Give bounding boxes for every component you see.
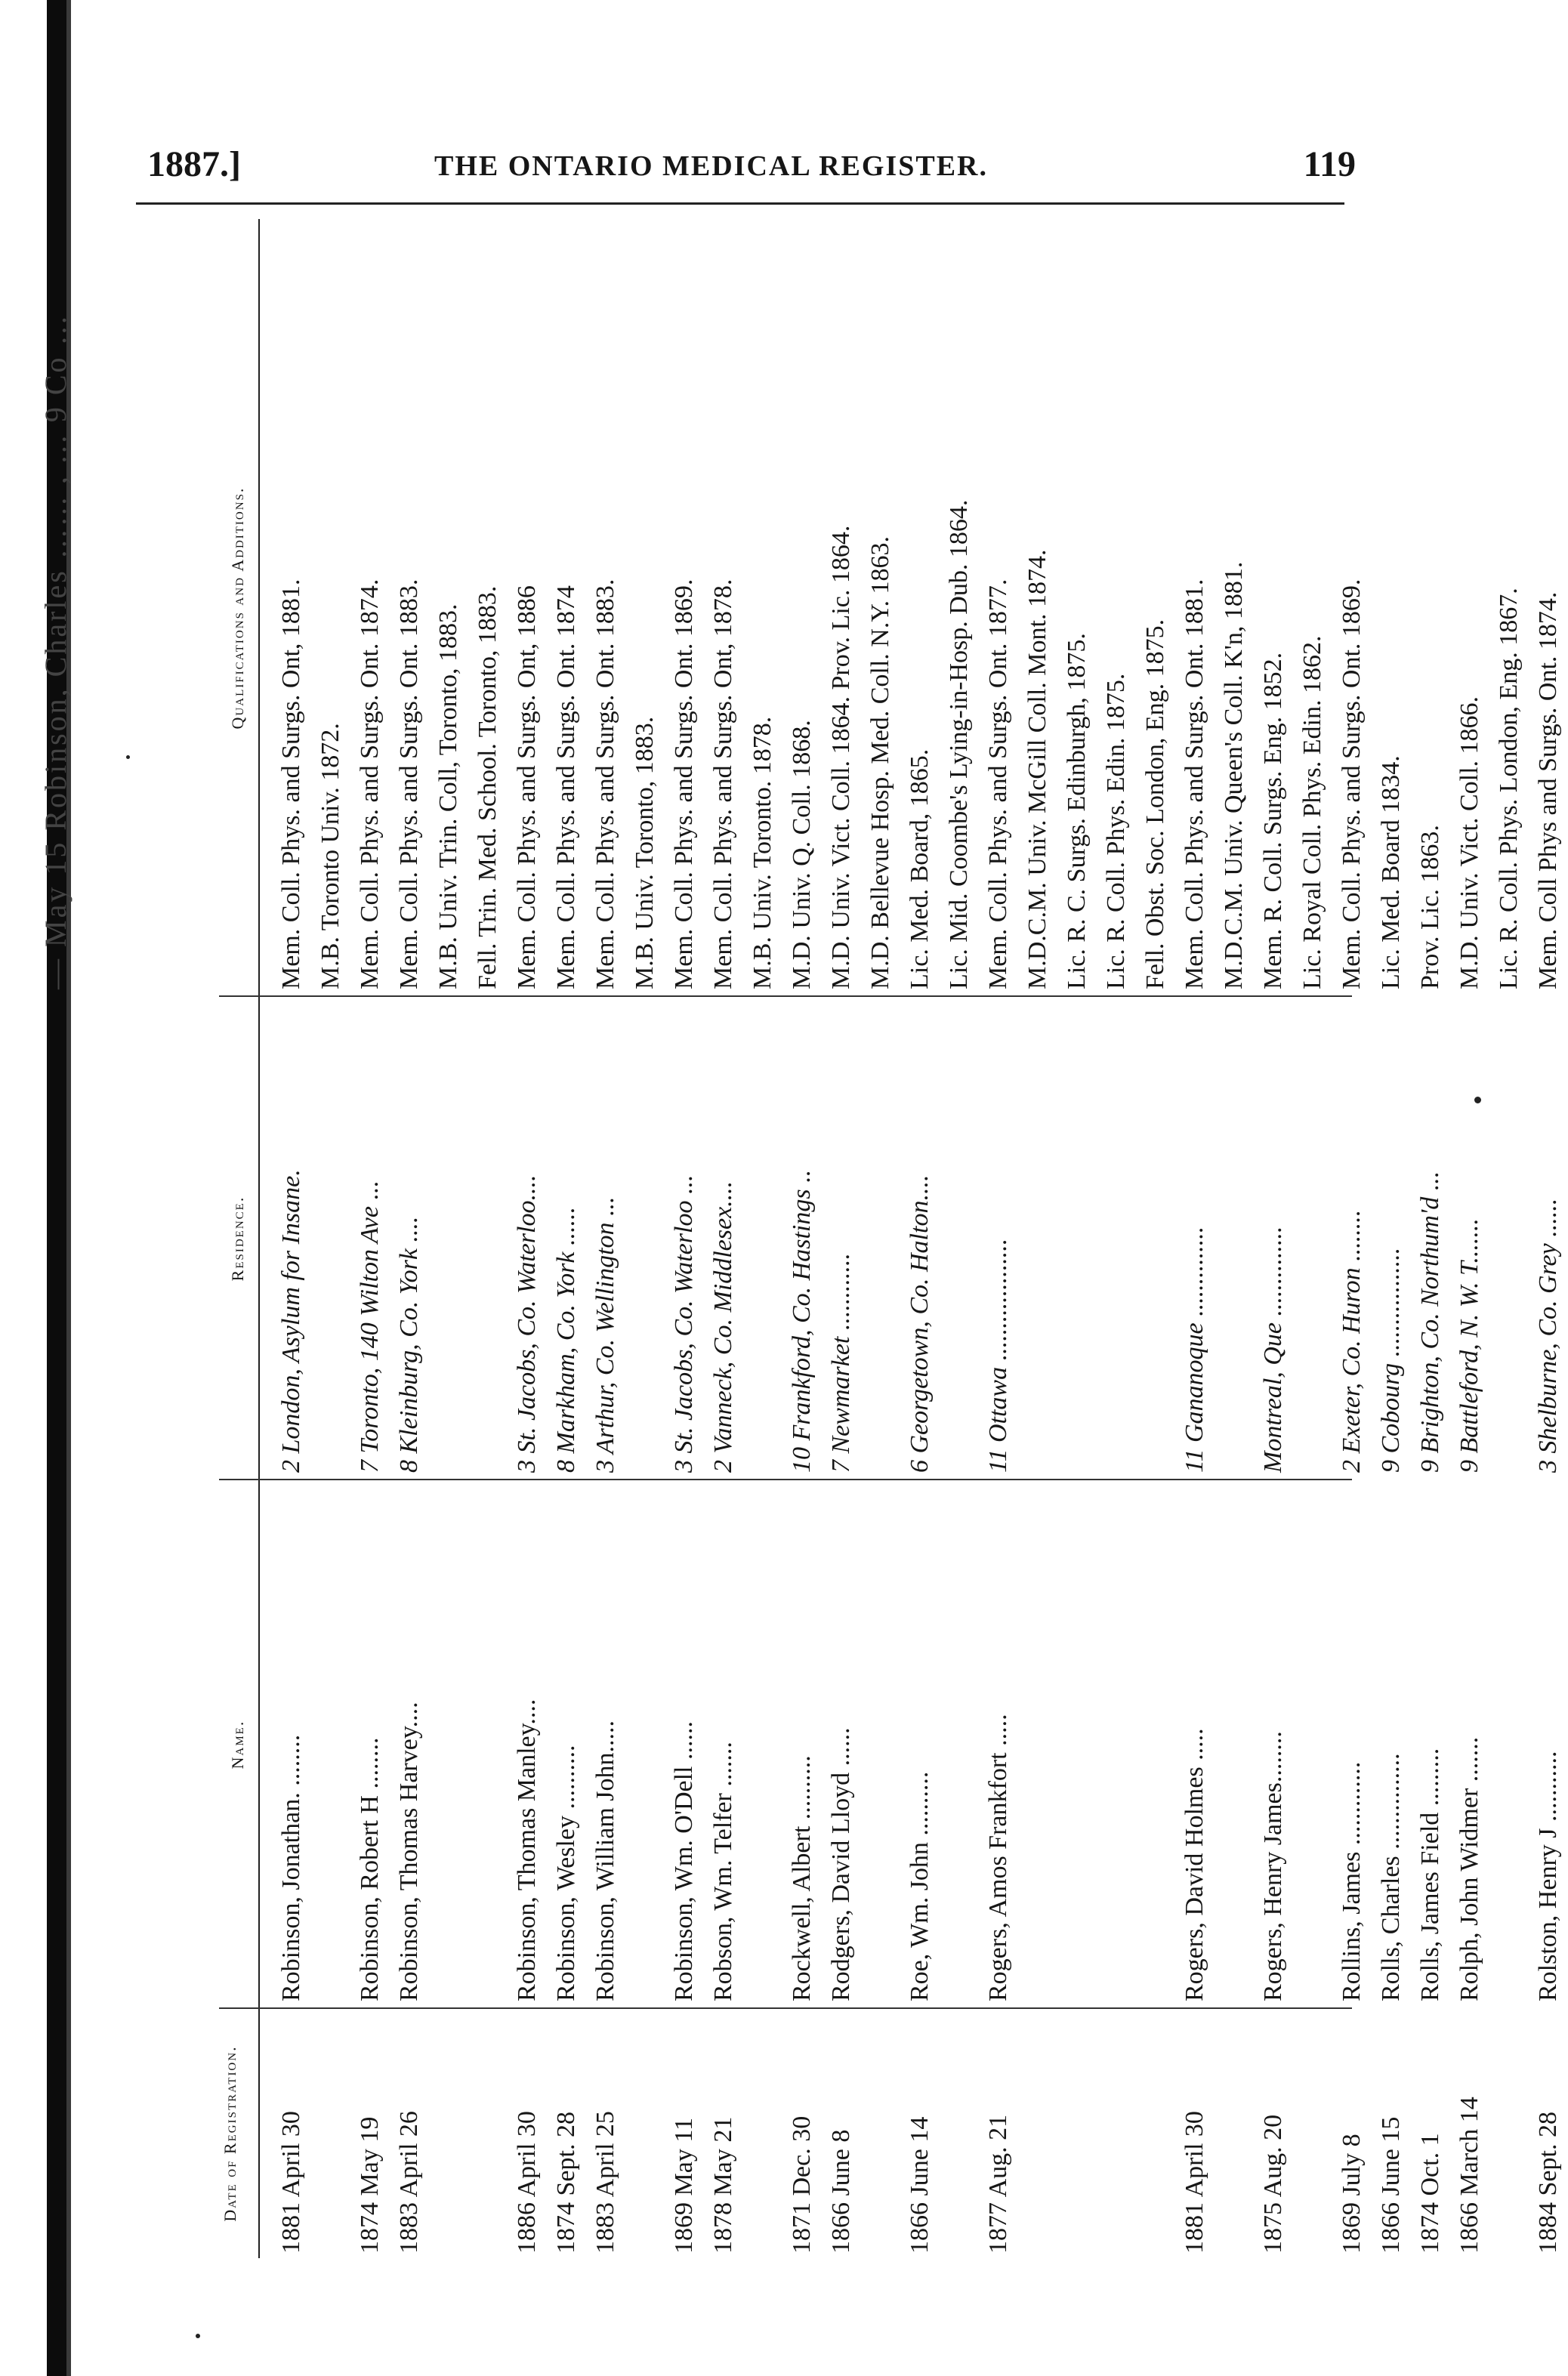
registrant-name: Robinson, Wm. O'Dell ...... — [670, 1721, 698, 2001]
registration-date — [1097, 2012, 1136, 2254]
column-heading-name: Name. — [228, 1720, 247, 1770]
qualification: Mem. Coll. Phys. and Surgs. Ont. 1874 — [552, 585, 580, 989]
registrant-name: Robson, Wm. Telfer ....... — [709, 1742, 737, 2001]
residence: 3 Arthur, Co. Wellington ... — [591, 1196, 619, 1473]
residence: 8 Kleinburg, Co. York .... — [395, 1216, 423, 1473]
registration-date: 1874 Oct. 1 — [1416, 2133, 1444, 2254]
table-row — [1489, 219, 1529, 2258]
residence: 11 Gananoque .............. — [1181, 1226, 1208, 1473]
table-row — [665, 219, 704, 2258]
register-table — [219, 219, 1562, 2258]
qualification: M.B. Univ. Toronto, 1883. — [631, 716, 659, 989]
residence — [1215, 1004, 1254, 1473]
qualification: M.D. Univ. Q. Coll. 1868. — [788, 720, 816, 989]
qualification: Lic. Med. Board 1834. — [1377, 755, 1405, 989]
residence — [311, 1004, 350, 1473]
qualification: Mem. Coll. Phys. and Surgs. Ont. 1874. — [356, 579, 384, 989]
registrant-name — [1018, 1488, 1057, 2001]
registration-date: 1866 June 14 — [906, 2116, 934, 2254]
residence: 6 Georgetown, Co. Halton.... — [906, 1174, 934, 1473]
qualification: M.D. Bellevue Hosp. Med. Coll. N.Y. 1863. — [866, 535, 894, 989]
table-row — [547, 219, 586, 2258]
table-row — [861, 219, 900, 2258]
table-row — [1372, 219, 1411, 2258]
header-title: THE ONTARIO MEDICAL REGISTER. — [434, 150, 988, 182]
table-row — [1057, 219, 1097, 2258]
residence — [625, 1004, 665, 1473]
residence — [1057, 1004, 1097, 1473]
registration-date: 1869 July 8 — [1338, 2134, 1366, 2254]
table-row — [1018, 219, 1057, 2258]
table-row — [1529, 219, 1568, 2258]
qualification: Mem. Coll Phys and Surgs. Ont. 1874. — [1534, 591, 1562, 989]
qualification: M.D. Univ. Vict. Coll. 1866. — [1455, 696, 1483, 989]
qualification: Mem. Coll. Phys. and Surgs. Ont. 1877. — [984, 579, 1012, 989]
registration-date: 1881 April 30 — [277, 2111, 305, 2254]
registration-date — [1057, 2012, 1097, 2254]
column-headings — [219, 219, 260, 2258]
registrant-name — [1097, 1488, 1136, 2001]
qualification: Mem. Coll. Phys. and Surgs. Ont. 1883. — [395, 579, 423, 989]
registration-date — [1489, 2012, 1529, 2254]
table-row — [311, 219, 350, 2258]
registration-date: 1877 Aug. 21 — [984, 2114, 1012, 2254]
registration-date — [1018, 2012, 1057, 2254]
registrant-name — [861, 1488, 900, 2001]
registration-date — [311, 2012, 350, 2254]
page-number: 119 — [1303, 144, 1356, 184]
registration-date: 1866 June 15 — [1377, 2116, 1405, 2254]
registration-date: 1874 May 19 — [356, 2116, 384, 2254]
table-row — [429, 219, 468, 2258]
paper-speck — [1474, 1097, 1481, 1103]
registrant-name — [311, 1488, 350, 2001]
registrant-name: Robinson, Jonathan. ........ — [277, 1734, 305, 2001]
registrant-name — [1057, 1488, 1097, 2001]
registration-date — [625, 2012, 665, 2254]
table-row — [704, 219, 743, 2258]
paper-speck — [126, 755, 130, 759]
registrant-name: Rogers, Henry James........ — [1259, 1731, 1287, 2001]
registration-date: 1886 April 30 — [513, 2111, 541, 2254]
column-heading-qualifications: Qualifications and Additions. — [228, 486, 247, 730]
qualification: Lic. R. C. Surgs. Edinburgh, 1875. — [1063, 633, 1091, 989]
residence: 3 Shelburne, Co. Grey ...... — [1534, 1198, 1562, 1473]
registrant-name: Rolston, Henry J ........... — [1534, 1751, 1562, 2001]
residence: 10 Frankford, Co. Hastings .. — [788, 1169, 816, 1473]
qualification: M.B. Univ. Trin. Coll, Toronto, 1883. — [434, 603, 462, 989]
residence — [1293, 1004, 1332, 1473]
registrant-name: Robinson, Thomas Manley.... — [513, 1699, 541, 2001]
qualification: Lic. Royal Coll. Phys. Edin. 1862. — [1298, 635, 1326, 989]
table-row — [390, 219, 429, 2258]
registrant-name: Rogers, Amos Frankfort ..... — [984, 1714, 1012, 2001]
table-row — [508, 219, 547, 2258]
registrant-name: Rogers, David Holmes ..... — [1181, 1728, 1208, 2001]
qualification: Fell. Trin. Med. School. Toronto, 1883. — [474, 585, 502, 989]
residence: 7 Newmarket ............ — [827, 1253, 855, 1473]
registration-date — [743, 2012, 782, 2254]
registration-date: 1881 April 30 — [1181, 2111, 1208, 2254]
residence — [743, 1004, 782, 1473]
table-row — [822, 219, 861, 2258]
residence — [1097, 1004, 1136, 1473]
registrant-name — [429, 1488, 468, 2001]
qualification: Mem. Coll. Phys. and Surgs. Ont. 1881. — [1181, 579, 1208, 989]
qualification: Lic. R. Coll. Phys. Edin. 1875. — [1102, 673, 1130, 989]
registration-date — [1136, 2012, 1175, 2254]
registrant-name — [1136, 1488, 1175, 2001]
residence: 9 Brighton, Co. Northum'd ... — [1416, 1171, 1444, 1473]
registration-date: 1884 Sept. 28 — [1534, 2112, 1562, 2254]
qualification: Lic. Med. Board, 1865. — [906, 748, 934, 989]
residence: 2 London, Asylum for Insane. — [277, 1169, 305, 1473]
qualification: Mem. R. Coll. Surgs. Eng. 1852. — [1259, 652, 1287, 989]
qualification: M.D.C.M. Univ. Queen's Coll. K'n, 1881. — [1220, 561, 1248, 989]
qualification: Fell. Obst. Soc. London, Eng. 1875. — [1141, 619, 1169, 989]
registrant-name — [468, 1488, 508, 2001]
residence — [429, 1004, 468, 1473]
residence: 9 Battleford, N. W. T....... — [1455, 1218, 1483, 1473]
register-entries — [272, 219, 1568, 2258]
registrant-name: Rockwell, Albert .......... — [788, 1755, 816, 2001]
registrant-name: Rolls, James Field ......... — [1416, 1748, 1444, 2001]
registration-date: 1871 Dec. 30 — [788, 2115, 816, 2254]
registrant-name — [1293, 1488, 1332, 2001]
registrant-name — [940, 1488, 979, 2001]
registrant-name — [1489, 1488, 1529, 2001]
qualification: M.B. Toronto Univ. 1872. — [316, 723, 344, 989]
registration-date: 1883 April 25 — [591, 2111, 619, 2254]
qualification: M.D. Univ. Vict. Coll. 1864. Prov. Lic. 1864. — [827, 525, 855, 989]
table-row — [782, 219, 822, 2258]
residence: Montreal, Que .............. — [1259, 1226, 1287, 1473]
qualification: Mem. Coll. Phys. and Surgs. Ont. 1883. — [591, 579, 619, 989]
registration-date: 1883 April 26 — [395, 2111, 423, 2254]
paper-speck — [196, 2334, 200, 2338]
table-row — [1450, 219, 1489, 2258]
registration-date — [940, 2012, 979, 2254]
column-heading-date: Date of Registration. — [221, 2045, 239, 2222]
table-row — [586, 219, 625, 2258]
registration-date: 1866 June 8 — [827, 2129, 855, 2254]
table-row — [1215, 219, 1254, 2258]
qualification: Mem. Coll. Phys. and Surgs. Ont. 1869. — [670, 579, 698, 989]
header-rule — [136, 202, 1344, 205]
residence: 9 Cobourg ................. — [1377, 1247, 1405, 1473]
qualification: Mem. Coll. Phys. and Surgs. Ont, 1881. — [277, 579, 305, 989]
registrant-name: Rodgers, David Lloyd ...... — [827, 1727, 855, 2001]
registrant-name: Rollins, James ............. — [1338, 1761, 1366, 2001]
residence — [1018, 1004, 1057, 1473]
residence: 7 Toronto, 140 Wilton Ave ... — [356, 1180, 384, 1473]
registrant-name: Robinson, Wesley .......... — [552, 1745, 580, 2001]
registrant-name — [625, 1488, 665, 2001]
table-row — [1411, 219, 1450, 2258]
residence: 3 St. Jacobs, Co. Waterloo.... — [513, 1174, 541, 1473]
registration-date: 1878 May 21 — [709, 2116, 737, 2254]
table-row — [900, 219, 940, 2258]
table-row — [1097, 219, 1136, 2258]
registrant-name — [1215, 1488, 1254, 2001]
table-row — [979, 219, 1018, 2258]
qualification: Lic. R. Coll. Phys. London, Eng. 1867. — [1495, 588, 1523, 989]
table-row — [1175, 219, 1215, 2258]
bleed-through-text: — May 15 Robinson, Charles …… , … 9 Co … — [39, 313, 73, 989]
registration-date — [468, 2012, 508, 2254]
registration-date: 1875 Aug. 20 — [1259, 2114, 1287, 2254]
registration-date: 1869 May 11 — [670, 2117, 698, 2254]
page-header — [147, 143, 1356, 196]
registration-date — [861, 2012, 900, 2254]
residence: 8 Markham, Co. York ...... — [552, 1207, 580, 1473]
registrant-name: Rolls, Charles ............... — [1377, 1753, 1405, 2001]
column-heading-residence: Residence. — [228, 1196, 247, 1282]
registrant-name: Robinson, William John..... — [591, 1720, 619, 2001]
registration-date: 1874 Sept. 28 — [552, 2112, 580, 2254]
registration-date — [429, 2012, 468, 2254]
qualification: M.B. Univ. Toronto. 1878. — [749, 716, 776, 989]
qualification: M.D.C.M. Univ. McGill Coll. Mont. 1874. — [1023, 549, 1051, 989]
table-row — [1332, 219, 1372, 2258]
residence: 3 St. Jacobs, Co. Waterloo ... — [670, 1174, 698, 1473]
residence — [940, 1004, 979, 1473]
table-row — [1136, 219, 1175, 2258]
table-row — [625, 219, 665, 2258]
residence — [468, 1004, 508, 1473]
qualification: Mem. Coll. Phys. and Surgs. Ont, 1878. — [709, 579, 737, 989]
qualification: Mem. Coll. Phys. and Surgs. Ont, 1886 — [513, 585, 541, 989]
table-row — [1293, 219, 1332, 2258]
residence: 2 Exeter, Co. Huron ........ — [1338, 1209, 1366, 1473]
registrant-name — [743, 1488, 782, 2001]
registration-date — [1215, 2012, 1254, 2254]
table-row — [272, 219, 311, 2258]
table-row — [940, 219, 979, 2258]
residence — [1489, 1004, 1529, 1473]
registration-date: 1866 March 14 — [1455, 2097, 1483, 2254]
table-row — [468, 219, 508, 2258]
residence: 2 Vanneck, Co. Middlesex.... — [709, 1180, 737, 1473]
qualification: Prov. Lic. 1863. — [1416, 825, 1444, 989]
table-row — [350, 219, 390, 2258]
residence: 11 Ottawa ................... — [984, 1238, 1012, 1473]
header-year: 1887.] — [147, 144, 241, 184]
qualification: Lic. Mid. Coombe's Lying-in-Hosp. Dub. 1864. — [945, 499, 973, 989]
residence — [861, 1004, 900, 1473]
residence — [1136, 1004, 1175, 1473]
table-row — [1254, 219, 1293, 2258]
registrant-name: Rolph, John Widmer ....... — [1455, 1736, 1483, 2001]
registrant-name: Robinson, Thomas Harvey.... — [395, 1702, 423, 2001]
qualification: Mem. Coll. Phys. and Surgs. Ont. 1869. — [1338, 579, 1366, 989]
registration-date — [1293, 2012, 1332, 2254]
registrant-name: Roe, Wm. John .......... — [906, 1771, 934, 2001]
table-row — [743, 219, 782, 2258]
registrant-name: Robinson, Robert H ........ — [356, 1737, 384, 2001]
